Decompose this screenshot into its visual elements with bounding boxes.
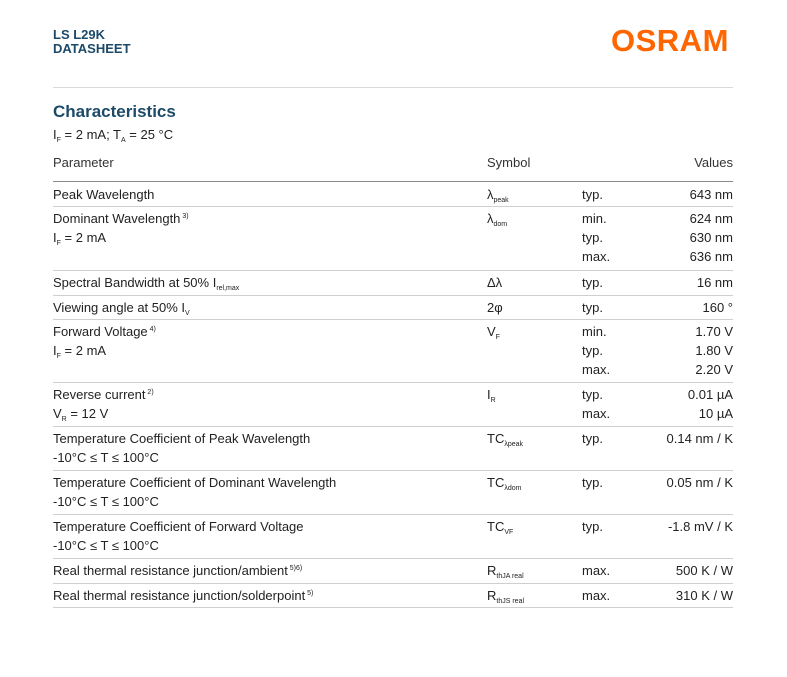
- value-qualifier: typ.: [582, 519, 603, 534]
- value: 160 °: [702, 300, 733, 315]
- symbol: $\lambda_{dom}$: [487, 211, 508, 228]
- value: 10 µA: [698, 406, 733, 421]
- row-divider: [53, 470, 733, 471]
- value: 0.01 µA: [687, 387, 733, 402]
- symbol: $\lambda_{peak}$: [487, 187, 509, 204]
- row-divider: [53, 583, 733, 584]
- value-qualifier: typ.: [582, 475, 603, 490]
- value-qualifier: max.: [582, 563, 611, 578]
- row-divider: [53, 382, 733, 383]
- parameter-condition: $I_F = 2$ mA: [53, 343, 107, 360]
- document-type: DATASHEET: [53, 41, 131, 56]
- value: 0.14 nm / K: [666, 431, 733, 446]
- test-conditions: $I_F = 2$ mA; $T_A = 25$ °C: [53, 127, 174, 144]
- row-divider: [53, 558, 733, 559]
- value: 643 nm: [689, 187, 733, 202]
- header-symbol: Symbol: [487, 155, 531, 170]
- symbol: Δλ: [487, 275, 503, 290]
- symbol: $V_F$: [487, 324, 500, 341]
- value: 636 nm: [689, 249, 733, 264]
- row-divider: [53, 607, 733, 608]
- row-divider: [53, 295, 733, 296]
- product-model: LS L29K: [53, 27, 106, 42]
- row-divider: [53, 270, 733, 271]
- value-qualifier: typ.: [582, 187, 603, 202]
- parameter-condition: $I_F = 2$ mA: [53, 230, 107, 247]
- value-qualifier: max.: [582, 249, 611, 264]
- value: 16 nm: [696, 275, 733, 290]
- value-qualifier: max.: [582, 588, 611, 603]
- value: 630 nm: [689, 230, 733, 245]
- header-values: Values: [694, 155, 733, 170]
- parameter-name: Reverse current $^{2)}$: [53, 387, 154, 402]
- value: -1.8 mV / K: [667, 519, 733, 534]
- value: 310 K / W: [675, 588, 733, 603]
- value-qualifier: typ.: [582, 387, 603, 402]
- header-divider: [53, 87, 733, 88]
- value: 0.05 nm / K: [666, 475, 733, 490]
- row-divider: [53, 206, 733, 207]
- row-divider: [53, 426, 733, 427]
- value-qualifier: min.: [582, 211, 607, 226]
- parameter-name: Real thermal resistance junction/solderpoint $^{5)}$: [53, 588, 314, 603]
- row-divider: [53, 319, 733, 320]
- symbol: $R_{thJA real}$: [487, 563, 524, 580]
- symbol: $I_R$: [487, 387, 496, 404]
- parameter-name: Viewing angle at 50% $I_V$: [53, 300, 190, 317]
- symbol: 2φ: [487, 300, 503, 315]
- symbol: $TC_{\lambda peak}$: [487, 431, 524, 448]
- symbol: $R_{thJS real}$: [487, 588, 525, 605]
- parameter-name: Spectral Bandwidth at 50% $I_{rel,max}$: [53, 275, 240, 292]
- value-qualifier: typ.: [582, 343, 603, 358]
- value-qualifier: typ.: [582, 275, 603, 290]
- value-qualifier: min.: [582, 324, 607, 339]
- parameter-name: Forward Voltage $^{4)}$: [53, 324, 156, 339]
- table-header-rule: [53, 181, 733, 182]
- parameter-condition: $V_R = 12$ V: [53, 406, 109, 423]
- parameter-condition: -10°C ≤ T ≤ 100°C: [53, 494, 159, 509]
- value: 624 nm: [689, 211, 733, 226]
- value: 2.20 V: [695, 362, 733, 377]
- parameter-condition: -10°C ≤ T ≤ 100°C: [53, 450, 159, 465]
- row-divider: [53, 514, 733, 515]
- parameter-name: Temperature Coefficient of Dominant Wavelength: [53, 475, 337, 490]
- section-title: Characteristics: [53, 102, 176, 121]
- value: 1.70 V: [695, 324, 733, 339]
- value-qualifier: typ.: [582, 431, 603, 446]
- header-parameter: Parameter: [53, 155, 114, 170]
- parameter-name: Real thermal resistance junction/ambient $^{5)6)}$: [53, 563, 303, 578]
- value: 1.80 V: [695, 343, 733, 358]
- parameter-name: Dominant Wavelength $^{3)}$: [53, 211, 189, 226]
- parameter-condition: -10°C ≤ T ≤ 100°C: [53, 538, 159, 553]
- symbol: $TC_{\lambda dom}$: [487, 475, 522, 492]
- value-qualifier: max.: [582, 362, 611, 377]
- value-qualifier: max.: [582, 406, 611, 421]
- osram-logo: OSRAM: [611, 23, 729, 58]
- symbol: $TC_{VF}$: [487, 519, 514, 536]
- value: 500 K / W: [675, 563, 733, 578]
- parameter-name: Peak Wavelength: [53, 187, 155, 202]
- parameter-name: Temperature Coefficient of Forward Voltage: [53, 519, 304, 534]
- value-qualifier: typ.: [582, 300, 603, 315]
- parameter-name: Temperature Coefficient of Peak Wavelength: [53, 431, 311, 446]
- value-qualifier: typ.: [582, 230, 603, 245]
